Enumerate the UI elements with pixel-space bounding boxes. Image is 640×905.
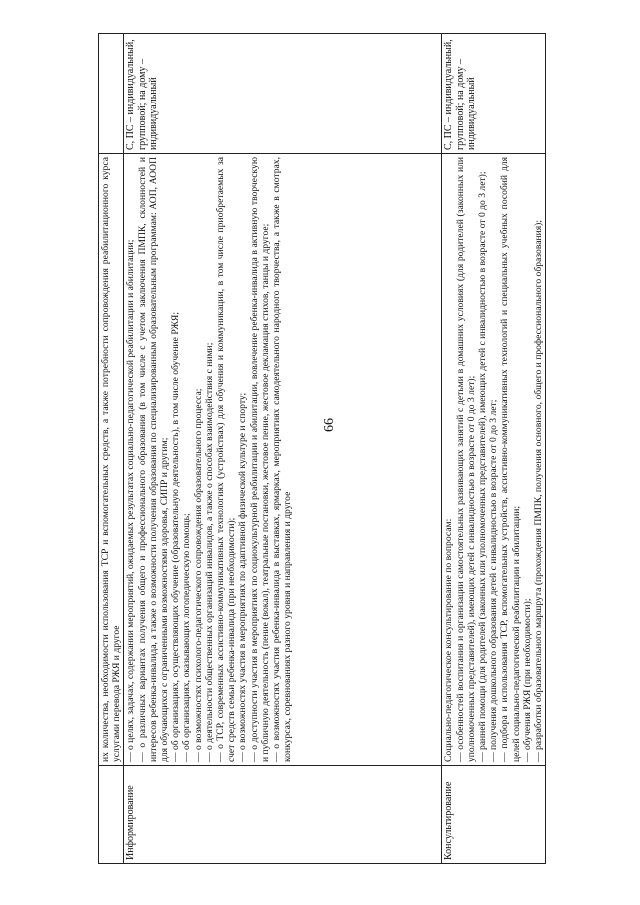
content-line: — о целях, задачах, содержании мероприятий, ожидаемых результатах социально-педагогической реабилитации и абилитации; — [125, 239, 137, 762]
service-form-cell — [99, 34, 124, 154]
table-row — [99, 34, 124, 864]
services-table — [98, 33, 546, 864]
content-line: — об организациях, осуществляющих обучение (образовательную деятельность), в том числе обучение РЖЯ; — [170, 311, 182, 762]
page-number: 66 — [322, 418, 337, 432]
content-line: Социально-педагогическое консультирование по вопросам: — [443, 518, 455, 762]
service-content-cell — [124, 154, 442, 766]
service-name-cell — [99, 766, 124, 864]
content-line: — о деятельности общественных организаций инвалидов, а также о способах взаимодействия с ними; — [203, 342, 215, 762]
service-name-cell: Информирование — [124, 766, 442, 864]
service-content-cell — [99, 154, 124, 766]
service-content-cell — [442, 154, 546, 766]
content-line: их количества, необходимости использования ТСР и вспомогательных средств, а также потребности сопровождения реабилитационного курса услугами перевода РЖЯ и другое — [100, 157, 123, 762]
rotated-table-wrapper — [98, 34, 628, 864]
content-line: — ранней помощи (для родителей (законных или уполномоченных представителей), имеющих детей с инвалидностью в возрасте от 0 до 3 лет); — [477, 171, 489, 762]
table-row — [124, 34, 442, 864]
content-line: — разработки образовательного маршрута (прохождения ПМПК, получения основного, общего и профессионального образования); — [533, 219, 545, 762]
service-form-cell: С, ПС – индивидуальный, групповой; на дому – индивидуальный — [442, 34, 546, 154]
content-line: — о возможностях психолого-педагогического сопровождения образовательного процесса; — [192, 388, 204, 762]
content-line: — обучения РЖЯ (при необходимости); — [521, 598, 533, 762]
content-line: — об организациях, оказывающих логопедическую помощь; — [181, 513, 193, 762]
content-line: — о возможностях участия ребенка-инвалида в выставках, ярмарках, мероприятиях самодеятельного народного творчества, а также в смотрах, конкурсах, соревнованиях разного уровня и направления и другое — [271, 157, 294, 762]
content-line: — о доступности участия в мероприятиях по социокультурной реабилитации и абилитации, вовлечение ребенка-инвалида в активную творческую и публичную деятельность (пение (вокал), театральные постановки, жестовое пение, жестовое декламация стихов, танцы и другое; — [248, 157, 271, 762]
service-form-cell: С, ПС – индивидуальный, групповой; на дому – индивидуальный — [124, 34, 442, 154]
content-line: — подбора и использования ТСР, вспомогательных устройств, ассистивно-коммуникативных технологий и специальных учебных пособий для целей социально-педагогической реабилитации и абилитации; — [499, 157, 522, 762]
service-name-cell: Консультирование — [442, 766, 546, 864]
content-line: — о ТСР, современных ассистивно-коммуникативных технологиях (устройствах) для обучения и коммуникации, в том числе приобретаемых за счет средств семьи ребенка-инвалида (при необходимости); — [215, 157, 238, 762]
content-line: — особенностей воспитания и организации самостоятельных развивающих занятий с детьми в домашних условиях (для родителей (законных или уполномоченных представителей), имеющих детей с инвалидностью в возрасте от 0 до 3 лет); — [454, 157, 477, 762]
content-line: — о различных вариантах получения общего и профессионального образования (в том числе с учетом заключения ПМПК, склонностей и интересов ребенка-инвалида, а также о возможности получения образования по специализированным образовательным программам: АОП, АООП для обучающихся с ограниченными возможностями здоровья, СИПР и другим; — [136, 157, 171, 762]
content-line: — получения дошкольного образования детей с инвалидностью в возрасте от 0 до 3 лет; — [488, 399, 500, 762]
table-row — [442, 34, 546, 864]
content-line: — о возможностях участия в мероприятиях по адаптивной физической культуре и спорту; — [237, 392, 249, 762]
